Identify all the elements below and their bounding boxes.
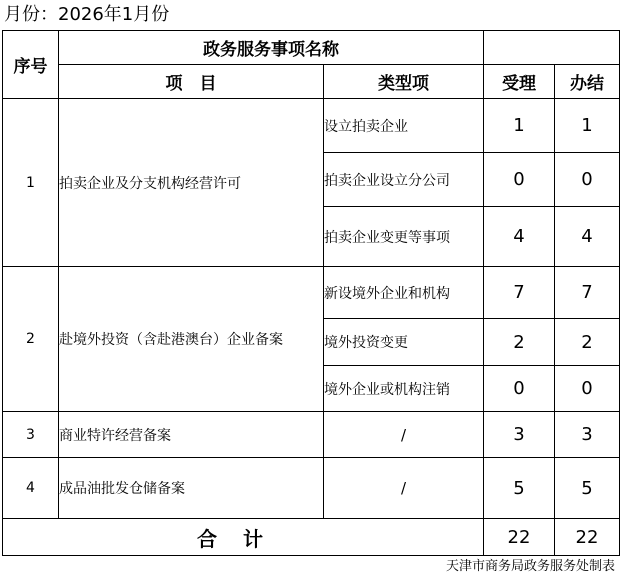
row-item: 商业特许经营备案 [59, 412, 324, 458]
row-accepted: 3 [484, 412, 555, 458]
row-completed: 1 [555, 99, 620, 153]
table-row [3, 412, 620, 458]
row-type: 拍卖企业设立分公司 [324, 153, 484, 207]
row-type: 境外投资变更 [324, 319, 484, 366]
row-accepted: 4 [484, 207, 555, 267]
row-type: / [324, 412, 484, 458]
row-item: 成品油批发仓储备案 [59, 458, 324, 519]
row-accepted: 0 [484, 366, 555, 412]
row-seq: 2 [3, 267, 59, 412]
row-completed: 3 [555, 412, 620, 458]
row-seq: 1 [3, 99, 59, 267]
row-completed: 2 [555, 319, 620, 366]
row-completed: 0 [555, 153, 620, 207]
table-row [3, 267, 620, 319]
col-header-seq: 序号 [3, 31, 59, 99]
col-header-completed: 办结 [555, 65, 620, 99]
month-label: 月份：2026年1月份 [4, 4, 170, 25]
service-stats-table [2, 30, 620, 556]
total-row [3, 519, 620, 556]
total-completed: 22 [555, 519, 620, 556]
row-type: 拍卖企业变更等事项 [324, 207, 484, 267]
row-seq: 4 [3, 458, 59, 519]
row-completed: 7 [555, 267, 620, 319]
row-type: 新设境外企业和机构 [324, 267, 484, 319]
row-accepted: 7 [484, 267, 555, 319]
col-header-accepted: 受理 [484, 65, 555, 99]
header-row-1 [3, 31, 620, 65]
row-seq: 3 [3, 412, 59, 458]
row-completed: 0 [555, 366, 620, 412]
row-accepted: 0 [484, 153, 555, 207]
row-accepted: 5 [484, 458, 555, 519]
row-item: 拍卖企业及分支机构经营许可 [59, 99, 324, 267]
col-header-group-title: 政务服务事项名称 [59, 31, 484, 65]
row-completed: 5 [555, 458, 620, 519]
row-type: 设立拍卖企业 [324, 99, 484, 153]
header-row-2 [3, 65, 620, 99]
source-note: 天津市商务局政务服务处制表 [445, 559, 615, 574]
table-row [3, 99, 620, 153]
col-header-type: 类型项 [324, 65, 484, 99]
header-blank-cell [484, 31, 620, 65]
row-item: 赴境外投资（含赴港澳台）企业备案 [59, 267, 324, 412]
table-row [3, 458, 620, 519]
row-type: 境外企业或机构注销 [324, 366, 484, 412]
total-accepted: 22 [484, 519, 555, 556]
row-completed: 4 [555, 207, 620, 267]
row-type: / [324, 458, 484, 519]
total-label: 合计 [3, 519, 484, 556]
row-accepted: 2 [484, 319, 555, 366]
row-accepted: 1 [484, 99, 555, 153]
col-header-item: 项 目 [59, 65, 324, 99]
